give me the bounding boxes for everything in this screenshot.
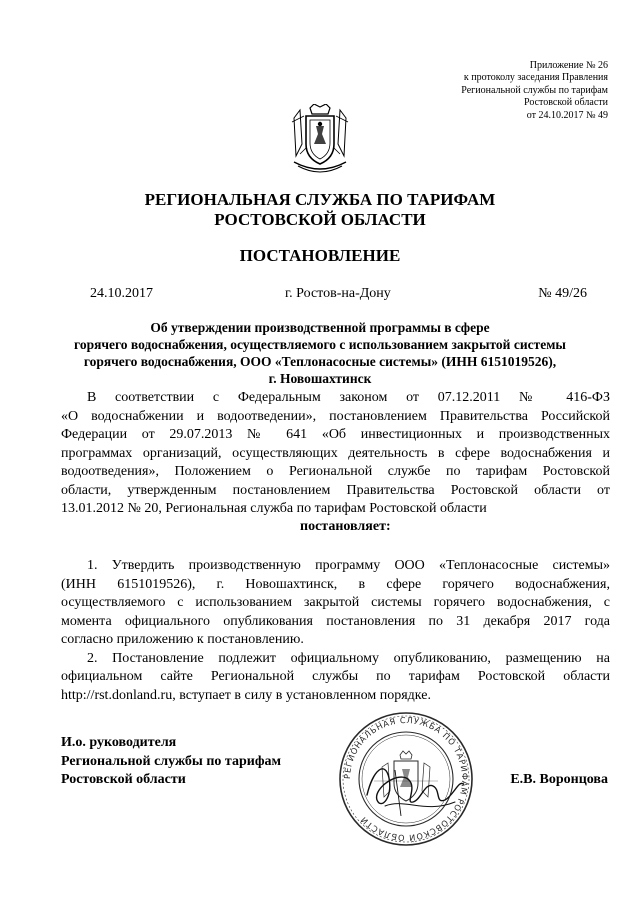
appendix-line: к протоколу заседания Правления bbox=[463, 72, 608, 84]
signer-position-line: Ростовской области bbox=[61, 772, 186, 787]
agency-name bbox=[0, 190, 640, 230]
appendix-line: Ростовской области bbox=[524, 97, 608, 109]
preamble-line: В соответствии с Федеральным законом от 07.12.2011 № 416-ФЗ bbox=[87, 390, 610, 405]
handwritten-signature-icon bbox=[355, 740, 470, 830]
agency-name-line: РОСТОВСКОЙ ОБЛАСТИ bbox=[214, 210, 426, 229]
document-subject bbox=[30, 319, 610, 387]
document-meta bbox=[90, 285, 587, 303]
document-type: ПОСТАНОВЛЕНИЕ bbox=[239, 246, 401, 265]
document-number: № 49/26 bbox=[538, 286, 587, 301]
subject-line: г. Новошахтинск bbox=[268, 371, 372, 386]
item-line: (ИНН 6151019526), г. Новошахтинск, в сфере горячего водоснабжения, bbox=[61, 576, 610, 592]
document-date: 24.10.2017 bbox=[90, 286, 153, 301]
subject-line: горячего водоснабжения, ООО «Теплонасосные системы» (ИНН 6151019526), bbox=[83, 354, 557, 369]
appendix-note bbox=[368, 60, 608, 122]
signer-position bbox=[61, 734, 281, 790]
signer-name: Е.В. Воронцова bbox=[510, 772, 608, 787]
seal-text: РЕГИОНАЛЬНАЯ СЛУЖБА ПО ТАРИФАМ РОСТОВСКОЙ ОБЛАСТИ bbox=[341, 714, 471, 844]
preamble-line: «О водоснабжении и водоотведении», постановлением Правительства Российской bbox=[61, 408, 610, 424]
appendix-line: от 24.10.2017 № 49 bbox=[526, 109, 608, 121]
item-line: http://rst.donland.ru, вступает в силу в установленном порядке. bbox=[61, 687, 431, 703]
resolution-items bbox=[61, 557, 610, 705]
preamble-line: водоотведения», Положением о Региональной службе по тарифам Ростовской bbox=[61, 464, 610, 479]
item-line: 1. Утвердить производственную программу ООО «Теплонасосные системы» bbox=[87, 558, 610, 573]
coat-of-arms-icon bbox=[286, 104, 354, 178]
resolves-heading: постановляет: bbox=[300, 519, 391, 534]
item-line: осуществляемого с использованием закрытой системы горячего водоснабжения, с bbox=[61, 595, 610, 610]
item-line: 2. Постановление подлежит официальному опубликованию, размещению на bbox=[87, 650, 610, 666]
subject-line: горячего водоснабжения, осуществляемого с использованием закрытой системы bbox=[74, 337, 566, 352]
item-line: согласно приложению к постановлению. bbox=[61, 632, 304, 647]
preamble-line: программах организаций, осуществляющих деятельность в сфере водоснабжения и bbox=[61, 445, 610, 461]
signer-position-line: И.о. руководителя bbox=[61, 735, 177, 750]
preamble-paragraph bbox=[61, 389, 610, 519]
preamble-line: области, утвержденным постановлением Правительства Ростовской области от bbox=[61, 482, 610, 498]
appendix-line: Приложение № 26 bbox=[529, 60, 608, 71]
signer-position-line: Региональной службы по тарифам bbox=[61, 753, 282, 769]
preamble-line: Федерации от 29.07.2013 № 641 «Об инвестиционных и производственных bbox=[61, 427, 610, 442]
preamble-line: 13.01.2012 № 20, Региональная служба по тарифам Ростовской области bbox=[61, 501, 487, 516]
agency-name-line: РЕГИОНАЛЬНАЯ СЛУЖБА ПО ТАРИФАМ bbox=[144, 190, 496, 209]
item-line: момента официального опубликования постановления по 31 декабря 2017 года bbox=[61, 613, 610, 629]
item-line: официальном сайте Региональной службы по тарифам Ростовской области bbox=[61, 669, 610, 684]
appendix-line: Региональной службы по тарифам bbox=[461, 84, 608, 96]
subject-line: Об утверждении производственной программы в сфере bbox=[150, 320, 490, 335]
document-city: г. Ростов-на-Дону bbox=[285, 286, 391, 301]
